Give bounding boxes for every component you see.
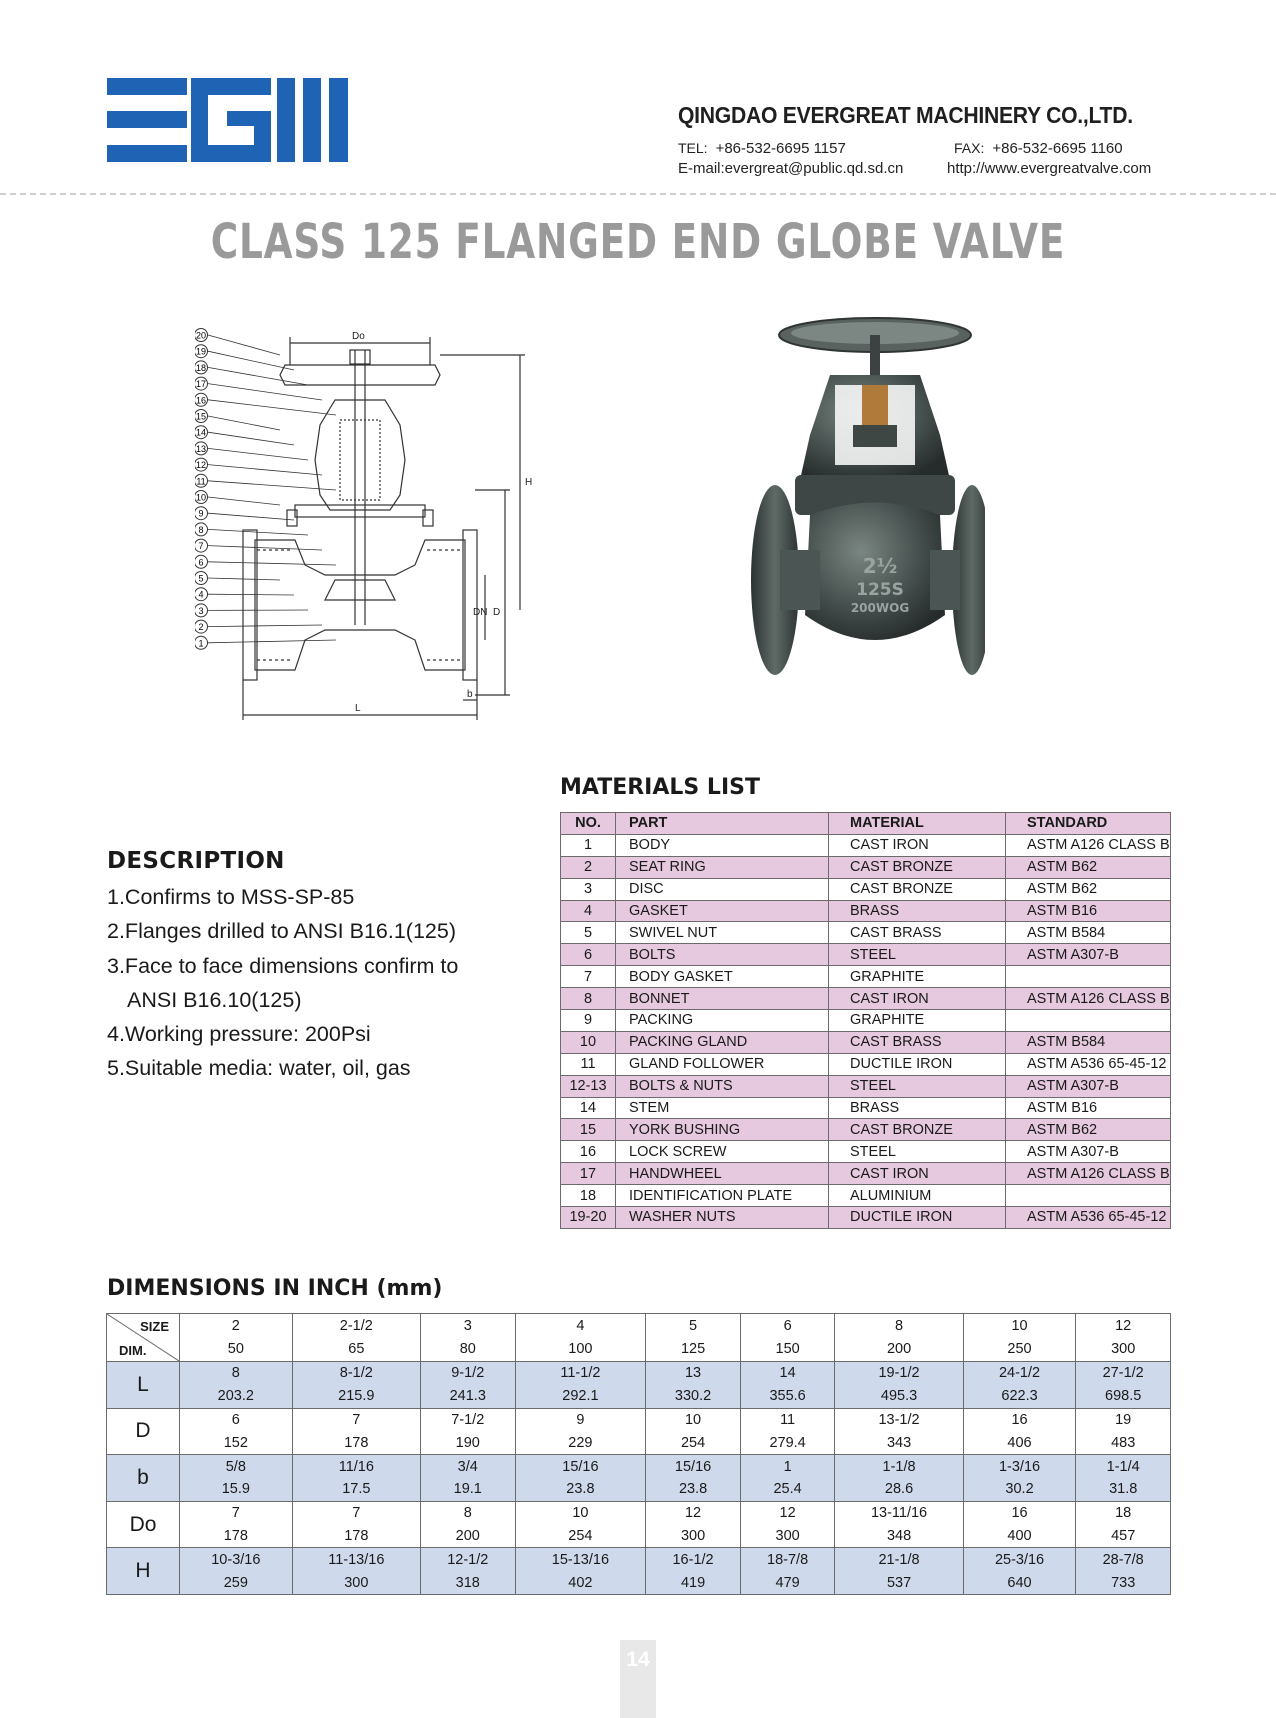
dimension-inch-cell: 10-3/16	[180, 1548, 293, 1571]
website-link[interactable]: http://www.evergreatvalve.com	[947, 160, 1152, 177]
size-mm-cell: 200	[835, 1338, 963, 1362]
size-mm-cell: 65	[292, 1338, 420, 1362]
dimension-mm-cell: 348	[835, 1525, 963, 1548]
dimension-inch-cell: 1-3/16	[963, 1455, 1076, 1478]
materials-cell-part: BOLTS & NUTS	[616, 1075, 829, 1097]
dimension-row-inch	[107, 1362, 1171, 1385]
dimension-inch-cell: 14	[740, 1362, 835, 1385]
part-callout-leader	[208, 351, 294, 370]
dimension-inch-cell: 11	[740, 1408, 835, 1431]
materials-cell-part: HANDWHEEL	[616, 1163, 829, 1185]
part-callout-number: 16	[195, 395, 207, 406]
dimension-inch-cell: 6	[180, 1408, 293, 1431]
materials-cell-part: GASKET	[616, 900, 829, 922]
materials-cell-standard: ASTM B62	[1006, 878, 1171, 900]
page-title: CLASS 125 FLANGED END GLOBE VALVE	[210, 214, 1066, 270]
part-callout-leader	[208, 513, 294, 520]
materials-cell-material: ALUMINIUM	[829, 1185, 1006, 1207]
dimensions-corner-cell	[107, 1314, 180, 1362]
tel-label: TEL:	[678, 140, 708, 156]
materials-cell-standard	[1006, 966, 1171, 988]
dimension-inch-cell: 24-1/2	[963, 1362, 1076, 1385]
dimension-inch-cell: 9-1/2	[420, 1362, 515, 1385]
dimension-mm-cell: 254	[515, 1525, 646, 1548]
dimension-mm-cell: 300	[740, 1525, 835, 1548]
materials-row	[561, 944, 1171, 966]
dimension-inch-cell: 12	[646, 1501, 741, 1524]
dimension-mm-cell: 330.2	[646, 1385, 741, 1408]
materials-cell-standard: ASTM A126 CLASS B	[1006, 988, 1171, 1010]
part-callout-leader	[208, 640, 336, 643]
materials-row	[561, 1207, 1171, 1229]
dimension-row-inch	[107, 1548, 1171, 1571]
materials-cell-part: BONNET	[616, 988, 829, 1010]
part-callout-number: 18	[195, 362, 207, 373]
dimension-key: L	[107, 1362, 180, 1409]
size-inch-cell: 2-1/2	[292, 1314, 420, 1338]
dimension-row-mm	[107, 1431, 1171, 1454]
materials-cell-part: LOCK SCREW	[616, 1141, 829, 1163]
dimension-inch-cell: 11-13/16	[292, 1548, 420, 1571]
size-mm-cell: 50	[180, 1338, 293, 1362]
materials-cell-material: STEEL	[829, 944, 1006, 966]
description-heading: DESCRIPTION	[107, 848, 285, 874]
part-callout-number: 19	[195, 346, 207, 357]
size-inch-cell: 12	[1076, 1314, 1171, 1338]
dimension-mm-cell: 31.8	[1076, 1478, 1171, 1501]
materials-row	[561, 1141, 1171, 1163]
dimension-row-mm	[107, 1525, 1171, 1548]
dimension-inch-cell: 11-1/2	[515, 1362, 646, 1385]
dimension-inch-cell: 16-1/2	[646, 1548, 741, 1571]
part-callout-leader	[208, 497, 280, 505]
materials-cell-no: 15	[561, 1119, 616, 1141]
part-callout-leader	[208, 448, 308, 460]
dimension-inch-cell: 10	[515, 1501, 646, 1524]
materials-cell-standard: ASTM A126 CLASS B	[1006, 1163, 1171, 1185]
size-mm-cell: 150	[740, 1338, 835, 1362]
materials-row	[561, 966, 1171, 988]
dimension-inch-cell: 25-3/16	[963, 1548, 1076, 1571]
materials-cell-part: SWIVEL NUT	[616, 922, 829, 944]
dimension-mm-cell: 279.4	[740, 1431, 835, 1454]
materials-table	[560, 812, 1171, 1229]
materials-cell-material: CAST IRON	[829, 988, 1006, 1010]
materials-row	[561, 900, 1171, 922]
size-mm-cell: 300	[1076, 1338, 1171, 1362]
dimensions-size-mm-row	[107, 1338, 1171, 1362]
materials-cell-material: DUCTILE IRON	[829, 1053, 1006, 1075]
email: E-mail:evergreat@public.qd.sd.cn	[678, 160, 904, 177]
size-mm-cell: 250	[963, 1338, 1076, 1362]
dimension-mm-cell: 17.5	[292, 1478, 420, 1501]
casting-mark-class: 125S	[856, 580, 904, 600]
materials-cell-standard: ASTM B16	[1006, 1097, 1171, 1119]
dimension-key: Do	[107, 1501, 180, 1548]
materials-row	[561, 1053, 1171, 1075]
dimension-key: H	[107, 1548, 180, 1595]
materials-cell-standard: ASTM A307-B	[1006, 944, 1171, 966]
size-mm-cell: 100	[515, 1338, 646, 1362]
size-inch-cell: 6	[740, 1314, 835, 1338]
materials-col-material: MATERIAL	[829, 813, 1006, 835]
dimension-inch-cell: 7-1/2	[420, 1408, 515, 1431]
materials-cell-part: GLAND FOLLOWER	[616, 1053, 829, 1075]
size-inch-cell: 8	[835, 1314, 963, 1338]
dimension-inch-cell: 7	[292, 1501, 420, 1524]
materials-row	[561, 1163, 1171, 1185]
dimension-inch-cell: 1	[740, 1455, 835, 1478]
part-callout-number: 15	[195, 411, 207, 422]
materials-cell-material: CAST BRASS	[829, 1031, 1006, 1053]
dimension-mm-cell: 292.1	[515, 1385, 646, 1408]
dimension-mm-cell: 318	[420, 1571, 515, 1594]
description-item: 5.Suitable media: water, oil, gas	[107, 1056, 411, 1081]
part-callout-number: 8	[198, 524, 204, 535]
dimension-mm-cell: 19.1	[420, 1478, 515, 1501]
part-callout-number: 14	[195, 427, 207, 438]
dimension-mm-cell: 203.2	[180, 1385, 293, 1408]
dimension-mm-cell: 733	[1076, 1571, 1171, 1594]
dimension-mm-cell: 259	[180, 1571, 293, 1594]
dimension-mm-cell: 178	[180, 1525, 293, 1548]
part-callout-number: 17	[195, 379, 207, 390]
description-list	[107, 880, 458, 1086]
size-inch-cell: 5	[646, 1314, 741, 1338]
part-callout-leader	[208, 416, 280, 430]
dimension-inch-cell: 15-13/16	[515, 1548, 646, 1571]
company-logo	[107, 78, 352, 162]
dimension-inch-cell: 28-7/8	[1076, 1548, 1171, 1571]
part-callout-number: 2	[198, 622, 204, 633]
company-name: QINGDAO EVERGREAT MACHINERY CO.,LTD.	[678, 102, 1133, 128]
valve-section-drawing	[195, 325, 550, 730]
dimension-inch-cell: 27-1/2	[1076, 1362, 1171, 1385]
materials-cell-material: CAST BRONZE	[829, 1119, 1006, 1141]
materials-cell-no: 3	[561, 878, 616, 900]
part-callout-number: 6	[198, 557, 204, 568]
description-item: 4.Working pressure: 200Psi	[107, 1022, 371, 1047]
materials-cell-standard: ASTM B62	[1006, 1119, 1171, 1141]
materials-row	[561, 1010, 1171, 1032]
description-item: 2.Flanges drilled to ANSI B16.1(125)	[107, 919, 456, 944]
dimension-inch-cell: 8-1/2	[292, 1362, 420, 1385]
corner-dim-label: DIM.	[119, 1343, 147, 1358]
dimension-inch-cell: 12	[740, 1501, 835, 1524]
tel-line	[678, 140, 846, 157]
dimension-inch-cell: 8	[420, 1501, 515, 1524]
dimension-mm-cell: 457	[1076, 1525, 1171, 1548]
drawing-label-h: H	[525, 477, 533, 488]
materials-cell-part: BODY GASKET	[616, 966, 829, 988]
materials-row	[561, 988, 1171, 1010]
materials-row	[561, 878, 1171, 900]
materials-cell-part: IDENTIFICATION PLATE	[616, 1185, 829, 1207]
part-callout-number: 11	[196, 476, 206, 487]
size-inch-cell: 3	[420, 1314, 515, 1338]
dimension-inch-cell: 12-1/2	[420, 1548, 515, 1571]
dimension-mm-cell: 300	[646, 1525, 741, 1548]
dimension-inch-cell: 1-1/8	[835, 1455, 963, 1478]
part-callout-leader	[208, 546, 322, 550]
part-callout-number: 13	[195, 443, 207, 454]
dimension-mm-cell: 483	[1076, 1431, 1171, 1454]
dimension-inch-cell: 1-1/4	[1076, 1455, 1171, 1478]
materials-cell-no: 9	[561, 1010, 616, 1032]
dimension-mm-cell: 28.6	[835, 1478, 963, 1501]
materials-cell-material: CAST BRONZE	[829, 856, 1006, 878]
materials-cell-no: 1	[561, 834, 616, 856]
size-mm-cell: 125	[646, 1338, 741, 1362]
drawing-label-b: b	[467, 689, 473, 700]
part-callout-leader	[208, 465, 322, 475]
materials-row	[561, 1119, 1171, 1141]
dimension-mm-cell: 152	[180, 1431, 293, 1454]
part-callout-number: 7	[198, 541, 204, 552]
dimension-mm-cell: 479	[740, 1571, 835, 1594]
drawing-label-l: L	[355, 703, 361, 714]
dimension-inch-cell: 7	[180, 1501, 293, 1524]
materials-cell-no: 4	[561, 900, 616, 922]
materials-cell-no: 7	[561, 966, 616, 988]
dimension-mm-cell: 495.3	[835, 1385, 963, 1408]
tel-number: +86-532-6695 1157	[715, 140, 846, 157]
dimension-mm-cell: 343	[835, 1431, 963, 1454]
part-callout-leader	[208, 594, 294, 595]
dimension-mm-cell: 30.2	[963, 1478, 1076, 1501]
part-callout-number: 3	[198, 605, 204, 616]
dimension-mm-cell: 241.3	[420, 1385, 515, 1408]
dimension-row-inch	[107, 1408, 1171, 1431]
dimension-inch-cell: 8	[180, 1362, 293, 1385]
dimension-mm-cell: 622.3	[963, 1385, 1076, 1408]
fax-line	[954, 140, 1123, 157]
dimensions-heading: DIMENSIONS IN INCH (mm)	[107, 1276, 443, 1301]
materials-col-standard: STANDARD	[1006, 813, 1171, 835]
dimension-mm-cell: 215.9	[292, 1385, 420, 1408]
dimension-inch-cell: 15/16	[515, 1455, 646, 1478]
materials-cell-material: CAST BRASS	[829, 922, 1006, 944]
dimension-mm-cell: 229	[515, 1431, 646, 1454]
materials-cell-standard: ASTM B584	[1006, 922, 1171, 944]
size-inch-cell: 4	[515, 1314, 646, 1338]
dimension-mm-cell: 400	[963, 1525, 1076, 1548]
dimensions-table	[106, 1313, 1171, 1595]
dimension-row-mm	[107, 1571, 1171, 1594]
dimension-inch-cell: 3/4	[420, 1455, 515, 1478]
dimension-key: b	[107, 1455, 180, 1502]
dimension-mm-cell: 537	[835, 1571, 963, 1594]
materials-cell-no: 14	[561, 1097, 616, 1119]
materials-cell-no: 5	[561, 922, 616, 944]
dimension-inch-cell: 7	[292, 1408, 420, 1431]
materials-header-row	[561, 813, 1171, 835]
materials-cell-part: DISC	[616, 878, 829, 900]
dimension-inch-cell: 13-11/16	[835, 1501, 963, 1524]
dimension-inch-cell: 15/16	[646, 1455, 741, 1478]
dimension-mm-cell: 178	[292, 1525, 420, 1548]
dimension-mm-cell: 15.9	[180, 1478, 293, 1501]
dimension-mm-cell: 25.4	[740, 1478, 835, 1501]
materials-heading: MATERIALS LIST	[560, 775, 760, 800]
materials-cell-no: 12-13	[561, 1075, 616, 1097]
dimension-inch-cell: 18	[1076, 1501, 1171, 1524]
dimension-inch-cell: 9	[515, 1408, 646, 1431]
dimension-key: D	[107, 1408, 180, 1455]
dimension-row-inch	[107, 1455, 1171, 1478]
drawing-label-do: Do	[352, 331, 365, 342]
materials-cell-no: 17	[561, 1163, 616, 1185]
materials-cell-part: YORK BUSHING	[616, 1119, 829, 1141]
part-callout-leader	[208, 432, 294, 445]
materials-cell-standard: ASTM B584	[1006, 1031, 1171, 1053]
materials-row	[561, 834, 1171, 856]
dimension-row-mm	[107, 1478, 1171, 1501]
materials-row	[561, 1075, 1171, 1097]
dimension-mm-cell: 640	[963, 1571, 1076, 1594]
valve-photo	[750, 315, 985, 735]
materials-cell-no: 10	[561, 1031, 616, 1053]
materials-cell-standard: ASTM B16	[1006, 900, 1171, 922]
fax-number: +86-532-6695 1160	[992, 140, 1123, 157]
materials-row	[561, 1185, 1171, 1207]
materials-cell-no: 19-20	[561, 1207, 616, 1229]
dimension-inch-cell: 21-1/8	[835, 1548, 963, 1571]
materials-row	[561, 1097, 1171, 1119]
materials-cell-material: DUCTILE IRON	[829, 1207, 1006, 1229]
part-callout-number: 20	[195, 330, 207, 341]
materials-cell-no: 8	[561, 988, 616, 1010]
size-inch-cell: 2	[180, 1314, 293, 1338]
materials-row	[561, 922, 1171, 944]
dimension-mm-cell: 698.5	[1076, 1385, 1171, 1408]
part-callout-leader	[208, 400, 336, 415]
part-callout-number: 12	[195, 460, 207, 471]
materials-col-part: PART	[616, 813, 829, 835]
part-callout-number: 1	[198, 638, 204, 649]
materials-cell-standard: ASTM B62	[1006, 856, 1171, 878]
materials-cell-part: BOLTS	[616, 944, 829, 966]
part-callout-leader	[208, 481, 336, 490]
dimension-inch-cell: 13-1/2	[835, 1408, 963, 1431]
materials-cell-material: GRAPHITE	[829, 1010, 1006, 1032]
materials-cell-part: WASHER NUTS	[616, 1207, 829, 1229]
materials-cell-no: 16	[561, 1141, 616, 1163]
materials-cell-standard: ASTM A307-B	[1006, 1141, 1171, 1163]
dimension-inch-cell: 18-7/8	[740, 1548, 835, 1571]
dimension-mm-cell: 402	[515, 1571, 646, 1594]
casting-mark-pressure: 200WOG	[850, 601, 910, 615]
materials-cell-material: BRASS	[829, 900, 1006, 922]
part-callout-leader	[208, 625, 322, 627]
part-callout-leader	[208, 578, 280, 580]
materials-cell-material: CAST IRON	[829, 1163, 1006, 1185]
dimension-inch-cell: 5/8	[180, 1455, 293, 1478]
dimension-inch-cell: 11/16	[292, 1455, 420, 1478]
materials-cell-no: 2	[561, 856, 616, 878]
materials-row	[561, 1031, 1171, 1053]
dimension-mm-cell: 355.6	[740, 1385, 835, 1408]
part-callout-leader	[208, 335, 280, 355]
dimension-row-mm	[107, 1385, 1171, 1408]
dimension-mm-cell: 419	[646, 1571, 741, 1594]
materials-cell-standard: ASTM A307-B	[1006, 1075, 1171, 1097]
materials-cell-no: 6	[561, 944, 616, 966]
dimension-row-inch	[107, 1501, 1171, 1524]
dimension-mm-cell: 23.8	[515, 1478, 646, 1501]
dimension-inch-cell: 19-1/2	[835, 1362, 963, 1385]
part-callout-number: 10	[195, 492, 207, 503]
materials-cell-no: 18	[561, 1185, 616, 1207]
page-number: 14	[620, 1640, 656, 1718]
materials-cell-part: BODY	[616, 834, 829, 856]
drawing-label-d: D	[493, 607, 501, 618]
dimension-inch-cell: 16	[963, 1501, 1076, 1524]
materials-cell-standard: ASTM A536 65-45-12	[1006, 1053, 1171, 1075]
materials-cell-material: CAST BRONZE	[829, 878, 1006, 900]
fax-label: FAX:	[954, 140, 985, 156]
corner-size-label: SIZE	[140, 1319, 169, 1334]
materials-cell-material: STEEL	[829, 1075, 1006, 1097]
description-item: ANSI B16.10(125)	[127, 987, 302, 1012]
part-callout-number: 5	[198, 573, 204, 584]
dimension-inch-cell: 13	[646, 1362, 741, 1385]
dimension-mm-cell: 178	[292, 1431, 420, 1454]
size-mm-cell: 80	[420, 1338, 515, 1362]
materials-cell-standard: ASTM A126 CLASS B	[1006, 834, 1171, 856]
dimensions-size-row	[107, 1314, 1171, 1338]
dimension-inch-cell: 16	[963, 1408, 1076, 1431]
drawing-label-dn: DN	[473, 607, 488, 618]
description-item: 3.Face to face dimensions confirm to	[107, 953, 459, 978]
materials-cell-standard	[1006, 1185, 1171, 1207]
materials-cell-part: PACKING	[616, 1010, 829, 1032]
header-divider	[0, 193, 1276, 195]
materials-row	[561, 856, 1171, 878]
dimension-mm-cell: 254	[646, 1431, 741, 1454]
dimension-mm-cell: 300	[292, 1571, 420, 1594]
dimension-mm-cell: 406	[963, 1431, 1076, 1454]
size-inch-cell: 10	[963, 1314, 1076, 1338]
materials-col-no: NO.	[561, 813, 616, 835]
part-callout-leader	[208, 529, 308, 535]
materials-cell-no: 11	[561, 1053, 616, 1075]
part-callout-leader	[208, 384, 322, 400]
materials-cell-material: GRAPHITE	[829, 966, 1006, 988]
materials-cell-material: CAST IRON	[829, 834, 1006, 856]
part-callout-number: 4	[198, 589, 204, 600]
dimension-mm-cell: 200	[420, 1525, 515, 1548]
materials-cell-material: BRASS	[829, 1097, 1006, 1119]
materials-cell-part: STEM	[616, 1097, 829, 1119]
materials-cell-standard	[1006, 1010, 1171, 1032]
materials-cell-part: PACKING GLAND	[616, 1031, 829, 1053]
materials-cell-material: STEEL	[829, 1141, 1006, 1163]
part-callout-leader	[208, 562, 336, 565]
part-callout-number: 9	[198, 508, 204, 519]
casting-mark-size: 2½	[862, 554, 898, 578]
dimension-mm-cell: 190	[420, 1431, 515, 1454]
materials-cell-part: SEAT RING	[616, 856, 829, 878]
dimension-inch-cell: 10	[646, 1408, 741, 1431]
dimension-inch-cell: 19	[1076, 1408, 1171, 1431]
description-item: 1.Confirms to MSS-SP-85	[107, 885, 355, 909]
materials-cell-standard: ASTM A536 65-45-12	[1006, 1207, 1171, 1229]
dimension-mm-cell: 23.8	[646, 1478, 741, 1501]
